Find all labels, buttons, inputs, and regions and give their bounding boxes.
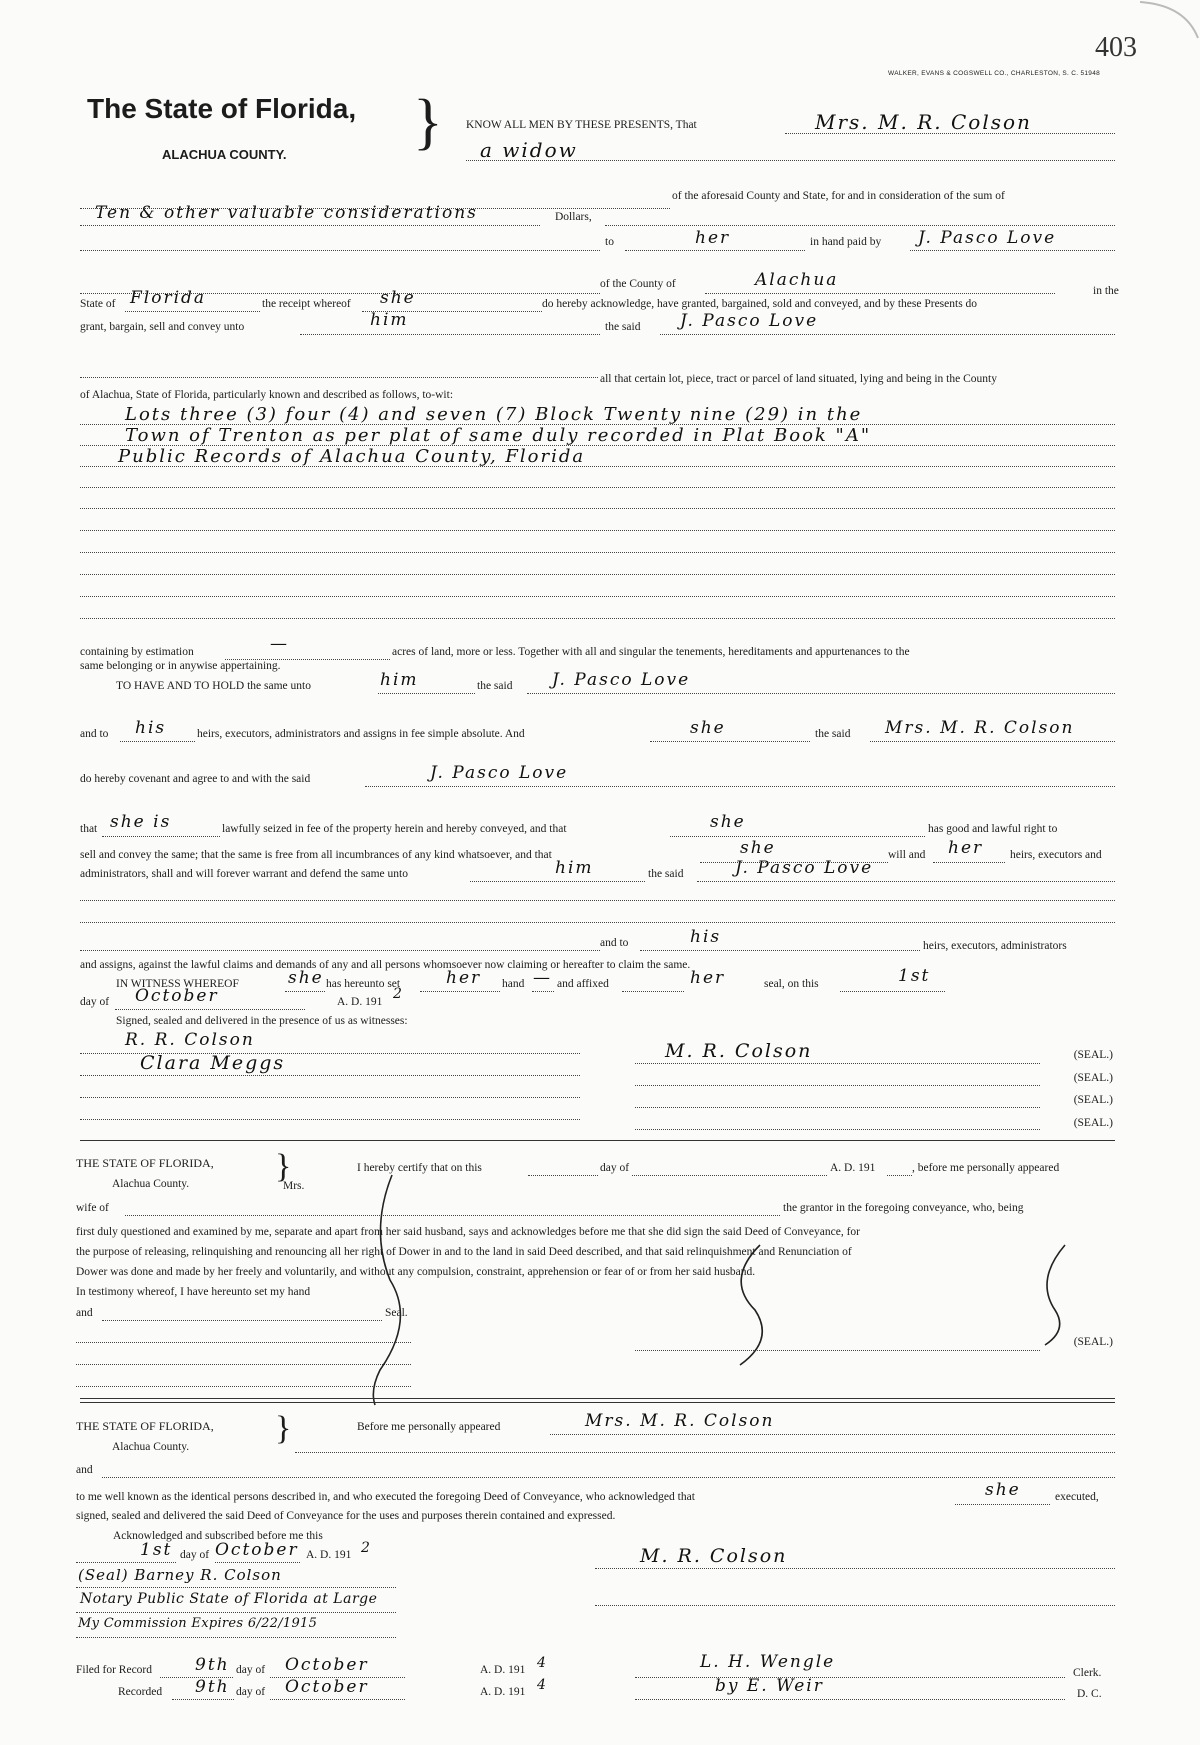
filed-ad: A. D. 191 [480, 1664, 526, 1676]
ack-subscribed: Acknowledged and subscribed before me this [113, 1530, 323, 1542]
receipt-whereof: the receipt whereof [262, 298, 351, 310]
and-to: and to [80, 728, 109, 740]
filed-year: 4 [537, 1655, 548, 1671]
clerk-signature: L. H. Wengle [700, 1652, 836, 1672]
grantee-value: J. Pasco Love [680, 311, 819, 331]
ack-brace: } [275, 1410, 292, 1447]
ack-and: and [76, 1464, 93, 1476]
seal-3: (SEAL.) [1073, 1094, 1113, 1106]
to-have-and-to-hold: TO HAVE AND TO HOLD the same unto [116, 680, 311, 692]
recorded-day-of: day of [236, 1686, 266, 1698]
recorded-label: Recorded [118, 1686, 163, 1698]
notary-line-2: Notary Public State of Florida at Large [80, 1591, 378, 1607]
dower-seal-word: Seal. [385, 1307, 408, 1319]
state-of: State of [80, 298, 116, 310]
grantor-name: Mrs. M. R. Colson [815, 110, 1032, 134]
all-that-lot: all that certain lot, piece, tract or parcel of land situated, lying and being in the County [600, 373, 997, 385]
witness-1: R. R. Colson [125, 1030, 255, 1050]
heirs-value: his [135, 718, 167, 738]
description-line-3: Public Records of Alachua County, Florida [118, 446, 586, 467]
printer-line: WALKER, EVANS & COGSWELL CO., CHARLESTON, S. C. 51948 [888, 70, 1101, 77]
day-value: 1st [898, 966, 931, 986]
dower-mrs: Mrs. [283, 1180, 305, 1192]
section-divider-3 [80, 1402, 1115, 1403]
dower-wife-of: wife of [76, 1202, 109, 1214]
notary-line-3: My Commission Expires 6/22/1915 [78, 1616, 318, 1631]
in-the: in the [1093, 285, 1119, 297]
to-value: her [695, 228, 731, 248]
ack-signature: M. R. Colson [640, 1545, 788, 1567]
county-value: Alachua [755, 270, 839, 290]
ack-well-known: to me well known as the identical persons described in, and who executed the foregoing Deed of Conveyance, who acknowledged that [76, 1491, 695, 1503]
page-number: 403 [1095, 32, 1137, 63]
dc-signature: by E. Weir [715, 1676, 824, 1696]
sell-convey-text: sell and convey the same; that the same is free from all incumbrances of any kind whatsoever, and that [80, 849, 552, 861]
receipt-value: she [380, 288, 416, 308]
notary-line-1: (Seal) Barney R. Colson [78, 1566, 282, 1584]
witness-2: Clara Meggs [140, 1052, 286, 1074]
sell-value: she [740, 838, 776, 858]
in-witness-whereof: IN WITNESS WHEREOF [116, 978, 239, 990]
defend-value: him [555, 858, 594, 878]
recorded-year: 4 [537, 1677, 548, 1693]
filed-day-of: day of [236, 1664, 266, 1676]
assigns-text: and assigns, against the lawful claims and demands of any and all persons whomsoever now claiming or hereafter to claim the same. [80, 959, 691, 971]
description-line-2: Town of Trenton as per plat of same duly recorded in Plat Book "A" [125, 425, 872, 446]
dc-label: D. C. [1077, 1688, 1102, 1700]
description-line-1: Lots three (3) four (4) and seven (7) Block Twenty nine (29) in the [125, 404, 863, 425]
affixed-value: her [690, 968, 726, 988]
and-to-2: and to [600, 937, 629, 949]
of-alachua: of Alachua, State of Florida, particularly known and described as follows, to-wit: [80, 389, 454, 401]
month-value: October [135, 986, 219, 1006]
ack-ad: A. D. 191 [306, 1549, 352, 1561]
seal-on-this: seal, on this [764, 978, 819, 990]
paid-by-value: J. Pasco Love [918, 228, 1057, 248]
signed-sealed: Signed, sealed and delivered in the presence of us as witnesses: [116, 1015, 408, 1027]
dower-ad: A. D. 191 [830, 1162, 876, 1174]
seal-2: (SEAL.) [1073, 1072, 1113, 1084]
do-hereby: do hereby acknowledge, have granted, bargained, sold and conveyed, and by these Presents do [542, 298, 978, 310]
dower-county: Alachua County. [112, 1178, 190, 1190]
dower-seal: (SEAL.) [1073, 1336, 1113, 1348]
grantor-status: a widow [480, 138, 578, 162]
of-county-of: of the County of [600, 278, 676, 290]
same-belonging: same belonging or in anywise appertaining. [80, 660, 281, 672]
dower-state: THE STATE OF FLORIDA, [76, 1156, 214, 1170]
dollars-label: Dollars, [555, 211, 592, 223]
dower-day-of: day of [600, 1162, 630, 1174]
covenant-text: do hereby covenant and agree to and with the said [80, 773, 311, 785]
day-of: day of [80, 996, 110, 1008]
know-all-men: KNOW ALL MEN BY THESE PRESENTS, That [466, 119, 697, 131]
the-said-2: the said [477, 680, 513, 692]
habendum-grantor: Mrs. M. R. Colson [885, 718, 1075, 738]
heirs-executors-and: heirs, executors and [1010, 849, 1102, 861]
county-title: ALACHUA COUNTY. [162, 147, 287, 162]
has-hereunto: has hereunto set [326, 978, 401, 990]
the-said-4: the said [648, 868, 684, 880]
cancel-stroke-1 [360, 1170, 420, 1410]
ack-appeared-value: Mrs. M. R. Colson [585, 1411, 775, 1431]
that-value: she is [110, 812, 172, 832]
good-right-text: has good and lawful right to [928, 823, 1058, 835]
ad-label: A. D. 191 [337, 996, 383, 1008]
heirs-text: heirs, executors, administrators and assigns in fee simple absolute. And [197, 728, 525, 740]
ack-month-value: October [215, 1540, 299, 1560]
and-to-value: his [690, 927, 722, 947]
recorded-ad: A. D. 191 [480, 1686, 526, 1698]
section-divider-2 [80, 1398, 1115, 1399]
grant-text: grant, bargain, sell and convey unto [80, 321, 245, 333]
lawfully-text: lawfully seized in fee of the property herein and hereby conveyed, and that [222, 823, 567, 835]
filed-for-record: Filed for Record [76, 1664, 153, 1676]
acres-text: acres of land, more or less. Together with all and singular the tenements, hereditaments and appurtenances to the [392, 646, 910, 658]
hand-value: — [533, 968, 552, 988]
acres-value: — [270, 634, 289, 654]
dower-certify: I hereby certify that on this [357, 1162, 482, 1174]
dower-brace: } [275, 1148, 292, 1185]
section-divider-1 [80, 1140, 1115, 1141]
set-value: her [446, 968, 482, 988]
will-and: will and [888, 849, 926, 861]
filed-day: 9th [195, 1655, 230, 1675]
dower-testimony: In testimony whereof, I have hereunto set my hand [76, 1286, 311, 1298]
amount-written: Ten & other valuable considerations [95, 203, 478, 223]
clerk-label: Clerk. [1073, 1667, 1102, 1679]
dower-and: and [76, 1307, 93, 1319]
that-label: that [80, 823, 98, 835]
cancel-stroke-3 [1020, 1240, 1080, 1350]
ack-day-of: day of [180, 1549, 210, 1561]
unto-value: him [380, 670, 419, 690]
text-county-state: of the aforesaid County and State, for and in consideration of the sum of [672, 190, 1005, 202]
convey-unto-value: him [370, 310, 409, 330]
recorded-day: 9th [195, 1677, 230, 1697]
cancel-stroke-2 [720, 1240, 780, 1370]
header-brace: } [413, 88, 443, 156]
state-value: Florida [130, 288, 207, 308]
witness-value: she [288, 968, 324, 988]
will-value: her [948, 838, 984, 858]
ack-county: Alachua County. [112, 1441, 190, 1453]
seal-1: (SEAL.) [1073, 1049, 1113, 1061]
ack-acknowledged-value: she [985, 1480, 1021, 1500]
heirs-executors-administrators: heirs, executors, administrators [923, 940, 1067, 952]
hand-label: hand [502, 978, 525, 990]
filed-month: October [285, 1655, 369, 1675]
in-hand-paid-by: in hand paid by [810, 236, 882, 248]
and-value: she [690, 718, 726, 738]
and-affixed: and affixed [557, 978, 609, 990]
ack-state: THE STATE OF FLORIDA, [76, 1419, 214, 1433]
defend-grantee: J. Pasco Love [735, 858, 874, 878]
administrators-text: administrators, shall and will forever warrant and defend the same unto [80, 868, 408, 880]
to-label: to [605, 236, 614, 248]
containing-by-estimation: containing by estimation [80, 646, 194, 658]
ack-day-value: 1st [140, 1540, 173, 1560]
lawfully-value: she [710, 812, 746, 832]
dower-grantor-text: the grantor in the foregoing conveyance, who, being [783, 1202, 1024, 1214]
dower-para-3: Dower was done and made by her freely and voluntarily, and without any compulsion, constraint, apprehension or fear of or from her said husband. [76, 1266, 756, 1278]
the-said-3: the said [815, 728, 851, 740]
state-title: The State of Florida, [87, 93, 357, 124]
the-said: the said [605, 321, 641, 333]
covenant-value: J. Pasco Love [430, 763, 569, 783]
ack-executed: executed, [1055, 1491, 1099, 1503]
habendum-grantee: J. Pasco Love [552, 670, 691, 690]
page-corner-curl [1140, 0, 1200, 40]
ack-before-me: Before me personally appeared [357, 1421, 501, 1433]
dower-before-me: , before me personally appeared [912, 1162, 1060, 1174]
ack-year-value: 2 [361, 1540, 372, 1556]
year-value: 2 [393, 986, 404, 1002]
dower-para-2: the purpose of releasing, relinquishing and renouncing all her right of Dower in and to the land in said Deed described, and that said relinquishment and Renunciation of [76, 1246, 852, 1258]
ack-signed-delivered: signed, sealed and delivered the said Deed of Conveyance for the uses and purposes therein contained and expressed. [76, 1510, 616, 1522]
recorded-month: October [285, 1677, 369, 1697]
grantor-signature: M. R. Colson [665, 1040, 813, 1062]
seal-4: (SEAL.) [1073, 1117, 1113, 1129]
dower-para-1: first duly questioned and examined by me, separate and apart from her said husband, says and acknowledges before me that she did sign the said Deed of Conveyance, for [76, 1226, 860, 1238]
